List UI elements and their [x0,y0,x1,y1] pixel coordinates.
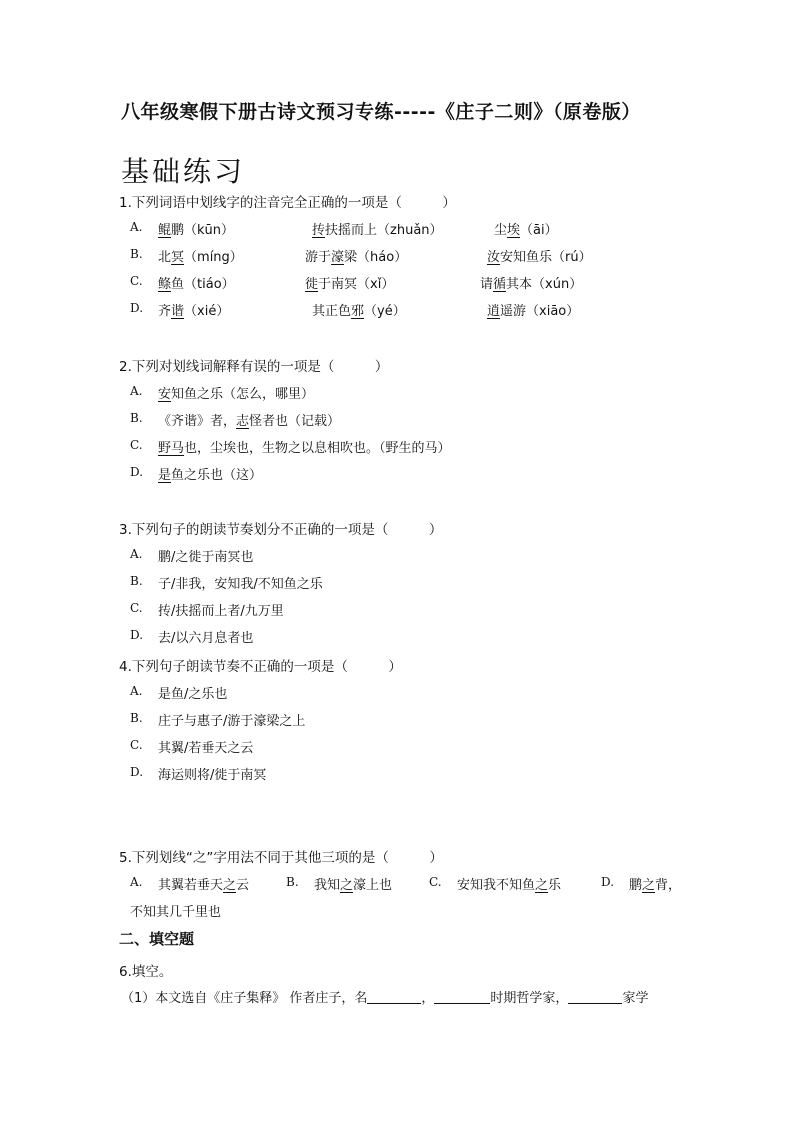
option-letter: B. [130,574,143,588]
option-item: 鲦鱼（tiáo） [158,277,235,292]
option-item: 尘埃（āi） [494,223,558,238]
section-title: 基础练习 [121,155,246,188]
option-item: 徙于南冥（xǐ） [305,277,395,292]
option-text: 鹏之背， [629,878,682,893]
fill-blank[interactable] [434,989,490,1004]
option-text: 抟/扶摇而上者/九万里 [158,604,284,619]
option-letter: D. [130,765,144,779]
option-letter: B. [286,875,299,889]
option-letter: C. [130,438,143,452]
option-item: 北冥（míng） [158,250,243,265]
question-5-stem: 5.下列划线“之”字用法不同于其他三项的是（ ） [119,850,443,866]
option-item: 齐谐（xié） [158,304,230,319]
option-text: 《齐谐》者，志怪者也（记载） [158,414,341,429]
fill-blank[interactable] [367,989,421,1004]
option-letter: D. [130,628,144,642]
option-text: 去/以六月息者也 [158,631,254,646]
option-letter: C. [130,274,143,288]
option-letter: A. [130,875,143,889]
option-item: 游于濠梁（háo） [305,250,408,265]
option-letter: B. [130,247,143,261]
question-6-line-1: （1）本文选自《庄子集释》 作者庄子，名 ， 时期哲学家， 家学 [121,991,649,1006]
option-letter: A. [130,384,143,398]
question-1-stem: 1.下列词语中划线字的注音完全正确的一项是（ ） [119,195,456,211]
option-item: 逍遥游（xiāo） [487,304,580,319]
option-letter: D. [130,301,144,315]
option-text: 野马也，尘埃也，生物之以息相吹也。（野生的马） [158,441,451,456]
option-letter: A. [130,684,143,698]
option-letter: B. [130,411,143,425]
question-6-stem: 6.填空。 [119,964,173,980]
option-letter: A. [130,220,143,234]
option-text: 安知鱼之乐（怎么，哪里） [158,387,315,402]
option-letter: C. [429,875,442,889]
option-letter: D. [130,465,144,479]
section-2-heading: 二、填空题 [119,930,195,948]
option-letter: C. [130,738,143,752]
option-text: 庄子与惠子/游于濠梁之上 [158,714,306,729]
option-letter: D. [601,875,615,889]
option-letter: C. [130,601,143,615]
option-text: 子/非我，安知我/不知鱼之乐 [158,577,323,592]
option-letter: A. [130,547,143,561]
option-item: 其正色邪（yé） [312,304,406,319]
option-text: 是鱼之乐也（这） [158,468,263,483]
option-text: 是鱼/之乐也 [158,687,228,702]
question-2-stem: 2.下列对划线词解释有误的一项是（ ） [119,359,389,375]
question-3-stem: 3.下列句子的朗读节奏划分不正确的一项是（ ） [119,522,443,538]
option-item: 鲲鹏（kūn） [158,223,235,238]
option-text: 鹏/之徙于南冥也 [158,550,254,565]
option-item: 抟扶摇而上（zhuǎn） [312,223,443,238]
option-text: 其翼若垂天之云 [158,878,250,893]
option-text: 海运则将/徙于南冥 [158,768,267,783]
fill-blank[interactable] [568,989,622,1004]
option-letter: B. [130,711,143,725]
option-text-continuation: 不知其几千里也 [130,905,222,920]
option-item: 请循其本（xún） [480,277,583,292]
option-text: 其翼/若垂天之云 [158,741,254,756]
option-text: 我知之濠上也 [314,878,393,893]
option-item: 汝安知鱼乐（rú） [487,250,592,265]
document-title: 八年级寒假下册古诗文预习专练-----《庄子二则》（原卷版） [121,101,641,123]
question-4-stem: 4.下列句子朗读节奏不正确的一项是（ ） [119,659,402,675]
option-text: 安知我不知鱼之乐 [457,878,562,893]
